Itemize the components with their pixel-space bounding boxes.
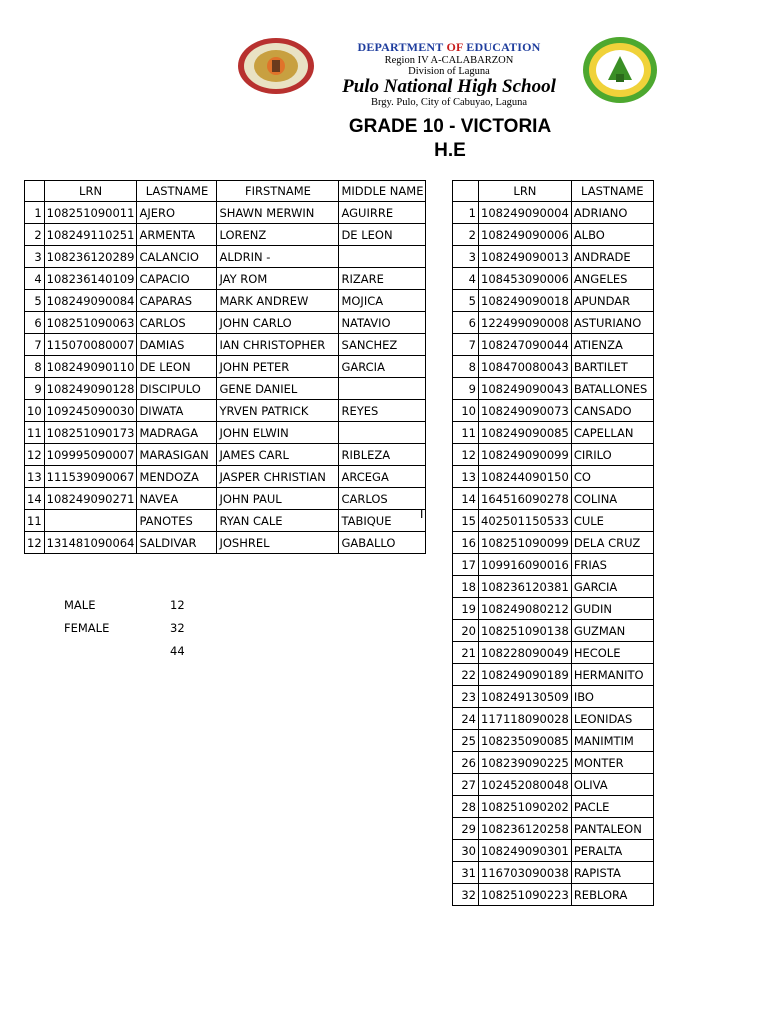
table-cell: 108249090110	[44, 356, 137, 378]
table-cell: 115070080007	[44, 334, 137, 356]
table-cell: SALDIVAR	[137, 532, 217, 554]
table-cell: 8	[453, 356, 479, 378]
table-cell: 16	[453, 532, 479, 554]
table-cell: APUNDAR	[571, 290, 653, 312]
table-cell: 10	[453, 400, 479, 422]
table-cell: PACLE	[571, 796, 653, 818]
table-cell: CANSADO	[571, 400, 653, 422]
page-subtitle: H.E	[434, 140, 466, 161]
school-address: Brgy. Pulo, City of Cabuyao, Laguna	[370, 97, 528, 108]
table-cell: 3	[25, 246, 45, 268]
table-row	[25, 356, 426, 378]
table-row	[453, 642, 654, 664]
table-cell: ASTURIANO	[571, 312, 653, 334]
table-cell: 108251090202	[479, 796, 572, 818]
table-cell: PERALTA	[571, 840, 653, 862]
page-title: GRADE 10 - VICTORIA	[348, 116, 552, 137]
table-cell: ANDRADE	[571, 246, 653, 268]
table-row	[25, 422, 426, 444]
table-cell: 108239090225	[479, 752, 572, 774]
table-cell: RIZARE	[339, 268, 426, 290]
table-cell: JAY ROM	[217, 268, 339, 290]
table-cell: CARLOS	[137, 312, 217, 334]
school-seal-logo	[580, 34, 660, 106]
table-cell: JOHN PETER	[217, 356, 339, 378]
table-cell: CALANCIO	[137, 246, 217, 268]
table-cell: 9	[453, 378, 479, 400]
table-cell: 21	[453, 642, 479, 664]
table-cell: LEONIDAS	[571, 708, 653, 730]
table-cell: 17	[453, 554, 479, 576]
table-cell: 108249090018	[479, 290, 572, 312]
table-cell: ATIENZA	[571, 334, 653, 356]
table-cell: YRVEN PATRICK	[217, 400, 339, 422]
table-cell: 6	[25, 312, 45, 334]
table-cell: NAVEA	[137, 488, 217, 510]
table-row	[453, 444, 654, 466]
table-cell: 19	[453, 598, 479, 620]
table-cell: DISCIPULO	[137, 378, 217, 400]
table-cell: 20	[453, 620, 479, 642]
table-cell: 15	[453, 510, 479, 532]
table-cell: RIBLEZA	[339, 444, 426, 466]
table-row	[25, 466, 426, 488]
table-cell: RYAN CALE	[217, 510, 339, 532]
table-cell: 109995090007	[44, 444, 137, 466]
table-cell: 24	[453, 708, 479, 730]
table-cell: PANOTES	[137, 510, 217, 532]
table-cell: RAPISTA	[571, 862, 653, 884]
table-cell: 108244090150	[479, 466, 572, 488]
table-cell: 131481090064	[44, 532, 137, 554]
table-cell: 108236140109	[44, 268, 137, 290]
table-cell: 12	[25, 532, 45, 554]
table-cell: HERMANITO	[571, 664, 653, 686]
table-cell: 117118090028	[479, 708, 572, 730]
table-cell: 27	[453, 774, 479, 796]
table-cell: 12	[25, 444, 45, 466]
column-header: LASTNAME	[571, 181, 653, 202]
table-cell: 7	[25, 334, 45, 356]
table-cell: CIRILO	[571, 444, 653, 466]
table-cell: 9	[25, 378, 45, 400]
table-cell: MANIMTIM	[571, 730, 653, 752]
table-cell: REBLORA	[571, 884, 653, 906]
table-cell: 108249090084	[44, 290, 137, 312]
table-row	[453, 202, 654, 224]
region-line: Region IV A-CALABARZON	[384, 55, 514, 66]
table-cell: 109245090030	[44, 400, 137, 422]
total-count-row	[64, 644, 214, 667]
table-cell	[339, 422, 426, 444]
column-header: LRN	[44, 181, 137, 202]
table-cell: 108249090099	[479, 444, 572, 466]
table-row	[25, 224, 426, 246]
table-cell: REYES	[339, 400, 426, 422]
table-cell: 108249130509	[479, 686, 572, 708]
table-cell: JOSHREL	[217, 532, 339, 554]
table-cell: COLINA	[571, 488, 653, 510]
table-cell: 4	[25, 268, 45, 290]
table-cell: 18	[453, 576, 479, 598]
table-row	[453, 862, 654, 884]
table-row	[453, 268, 654, 290]
table-cell	[44, 510, 137, 532]
table-cell: ARMENTA	[137, 224, 217, 246]
table-cell: AGUIRRE	[339, 202, 426, 224]
male-roster-table	[24, 180, 426, 554]
table-cell: 11	[25, 510, 45, 532]
table-cell: JOHN CARLO	[217, 312, 339, 334]
table-row	[25, 400, 426, 422]
table-cell: 108251090099	[479, 532, 572, 554]
table-cell: 1	[453, 202, 479, 224]
column-header: FIRSTNAME	[217, 181, 339, 202]
female-count: 32	[170, 621, 185, 635]
table-cell: DE LEON	[137, 356, 217, 378]
table-row	[453, 378, 654, 400]
table-row	[453, 422, 654, 444]
table-cell: 108228090049	[479, 642, 572, 664]
table-cell: PANTALEON	[571, 818, 653, 840]
table-cell: 108249090073	[479, 400, 572, 422]
table-cell: 108251090063	[44, 312, 137, 334]
table-cell: CARLOS	[339, 488, 426, 510]
table-row	[25, 290, 426, 312]
table-cell: 32	[453, 884, 479, 906]
table-cell: MARK ANDREW	[217, 290, 339, 312]
table-cell: 111539090067	[44, 466, 137, 488]
table-row	[453, 532, 654, 554]
table-cell: 7	[453, 334, 479, 356]
male-count: 12	[170, 598, 185, 612]
table-cell: 22	[453, 664, 479, 686]
table-cell: 402501150533	[479, 510, 572, 532]
total-count: 44	[170, 644, 185, 658]
female-count-row	[64, 621, 214, 644]
table-cell: ANGELES	[571, 268, 653, 290]
table-cell: 11	[453, 422, 479, 444]
table-cell: 108251090138	[479, 620, 572, 642]
table-cell: 30	[453, 840, 479, 862]
table-row	[453, 400, 654, 422]
table-cell: 3	[453, 246, 479, 268]
table-row	[453, 290, 654, 312]
table-cell: 6	[453, 312, 479, 334]
table-cell: JAMES CARL	[217, 444, 339, 466]
table-cell: 12	[453, 444, 479, 466]
table-row	[453, 466, 654, 488]
school-name: Pulo National High School	[342, 76, 556, 97]
table-cell: ARCEGA	[339, 466, 426, 488]
table-cell: GABALLO	[339, 532, 426, 554]
table-cell: MONTER	[571, 752, 653, 774]
table-cell: 108249090006	[479, 224, 572, 246]
table-cell: 108251090223	[479, 884, 572, 906]
table-cell: 102452080048	[479, 774, 572, 796]
table-row	[453, 774, 654, 796]
table-row	[453, 312, 654, 334]
table-cell: 5	[453, 290, 479, 312]
table-cell: 108251090173	[44, 422, 137, 444]
table-row	[453, 620, 654, 642]
table-cell: CULE	[571, 510, 653, 532]
table-cell: 122499090008	[479, 312, 572, 334]
table-cell: DE LEON	[339, 224, 426, 246]
table-cell: LORENZ	[217, 224, 339, 246]
table-cell: MARASIGAN	[137, 444, 217, 466]
table-cell: 13	[25, 466, 45, 488]
table-cell: 108235090085	[479, 730, 572, 752]
deped-seal-logo	[236, 36, 316, 96]
table-cell: 2	[453, 224, 479, 246]
table-cell: DAMIAS	[137, 334, 217, 356]
table-cell: 8	[25, 356, 45, 378]
table-cell: GARCIA	[571, 576, 653, 598]
table-cell: 31	[453, 862, 479, 884]
column-header	[453, 181, 479, 202]
table-cell: 108249090128	[44, 378, 137, 400]
table-row	[453, 356, 654, 378]
table-cell: 108249090004	[479, 202, 572, 224]
table-cell: 108470080043	[479, 356, 572, 378]
table-cell: 108249090043	[479, 378, 572, 400]
table-cell: 108247090044	[479, 334, 572, 356]
table-row	[453, 598, 654, 620]
table-row	[25, 312, 426, 334]
table-cell: 108249080212	[479, 598, 572, 620]
table-row	[453, 730, 654, 752]
table-row	[453, 510, 654, 532]
division-line: Division of Laguna	[408, 66, 490, 77]
table-cell: MOJICA	[339, 290, 426, 312]
table-row	[25, 510, 426, 532]
table-row	[453, 884, 654, 906]
table-cell: 26	[453, 752, 479, 774]
table-cell: DELA CRUZ	[571, 532, 653, 554]
table-cell: JOHN ELWIN	[217, 422, 339, 444]
table-row	[453, 224, 654, 246]
table-header-row	[25, 181, 426, 202]
table-cell: BARTILET	[571, 356, 653, 378]
table-row	[453, 818, 654, 840]
table-cell: 2	[25, 224, 45, 246]
table-cell: 108249090271	[44, 488, 137, 510]
table-cell: 11	[25, 422, 45, 444]
table-cell: 108249090301	[479, 840, 572, 862]
column-header: LRN	[479, 181, 572, 202]
table-cell: 10	[25, 400, 45, 422]
table-row	[25, 246, 426, 268]
table-cell: SHAWN MERWIN	[217, 202, 339, 224]
table-row	[453, 488, 654, 510]
table-cell: SANCHEZ	[339, 334, 426, 356]
column-header: MIDDLE NAME	[339, 181, 426, 202]
table-cell: TABIQUE	[339, 510, 426, 532]
table-row	[453, 840, 654, 862]
table-row	[25, 334, 426, 356]
table-cell: JASPER CHRISTIAN	[217, 466, 339, 488]
table-cell: 108236120289	[44, 246, 137, 268]
table-cell: IBO	[571, 686, 653, 708]
table-cell: IAN CHRISTOPHER	[217, 334, 339, 356]
table-cell: 23	[453, 686, 479, 708]
table-cell: MADRAGA	[137, 422, 217, 444]
table-cell: DIWATA	[137, 400, 217, 422]
table-cell: CO	[571, 466, 653, 488]
table-row	[453, 576, 654, 598]
table-cell: ALBO	[571, 224, 653, 246]
table-cell: CAPELLAN	[571, 422, 653, 444]
table-cell: 4	[453, 268, 479, 290]
table-row	[25, 268, 426, 290]
table-row	[25, 532, 426, 554]
gender-summary	[64, 598, 214, 667]
table-row	[453, 246, 654, 268]
male-count-row	[64, 598, 214, 621]
table-cell: ADRIANO	[571, 202, 653, 224]
table-cell: 108249090013	[479, 246, 572, 268]
table-row	[453, 664, 654, 686]
letterhead	[0, 30, 768, 110]
table-row	[453, 752, 654, 774]
table-row	[25, 202, 426, 224]
table-header-row	[453, 181, 654, 202]
table-cell: NATAVIO	[339, 312, 426, 334]
table-cell: CAPACIO	[137, 268, 217, 290]
male-label: MALE	[64, 598, 96, 612]
department-name: DEPARTMENT OF EDUCATION	[357, 40, 541, 54]
table-row	[453, 686, 654, 708]
table-cell: GUDIN	[571, 598, 653, 620]
female-roster-table	[452, 180, 654, 906]
table-cell: 108236120381	[479, 576, 572, 598]
table-cell: 108236120258	[479, 818, 572, 840]
female-label: FEMALE	[64, 621, 110, 635]
table-cell: 29	[453, 818, 479, 840]
table-cell: 164516090278	[479, 488, 572, 510]
table-cell: CAPARAS	[137, 290, 217, 312]
table-cell: GUZMAN	[571, 620, 653, 642]
table-cell: 109916090016	[479, 554, 572, 576]
table-cell: 25	[453, 730, 479, 752]
table-row	[453, 334, 654, 356]
column-header: LASTNAME	[137, 181, 217, 202]
table-row	[453, 708, 654, 730]
table-cell: 116703090038	[479, 862, 572, 884]
table-row	[453, 554, 654, 576]
table-cell: MENDOZA	[137, 466, 217, 488]
table-cell: 108249110251	[44, 224, 137, 246]
column-header	[25, 181, 45, 202]
stray-character: T	[418, 507, 426, 521]
table-cell: 28	[453, 796, 479, 818]
table-cell: 14	[453, 488, 479, 510]
table-cell: 108249090085	[479, 422, 572, 444]
table-cell: HECOLE	[571, 642, 653, 664]
table-row	[25, 444, 426, 466]
table-cell: GARCIA	[339, 356, 426, 378]
table-cell: 108251090011	[44, 202, 137, 224]
table-cell: FRIAS	[571, 554, 653, 576]
table-cell: 13	[453, 466, 479, 488]
table-cell: 5	[25, 290, 45, 312]
table-cell	[339, 246, 426, 268]
table-row	[453, 796, 654, 818]
table-cell: 108249090189	[479, 664, 572, 686]
table-row	[25, 488, 426, 510]
table-cell: GENE DANIEL	[217, 378, 339, 400]
letterhead-text	[320, 40, 578, 108]
table-cell: 1	[25, 202, 45, 224]
table-cell: JOHN PAUL	[217, 488, 339, 510]
table-cell: OLIVA	[571, 774, 653, 796]
table-cell: 14	[25, 488, 45, 510]
table-cell	[339, 378, 426, 400]
table-cell: 108453090006	[479, 268, 572, 290]
table-row	[25, 378, 426, 400]
table-cell: AJERO	[137, 202, 217, 224]
table-cell: ALDRIN -	[217, 246, 339, 268]
table-cell: BATALLONES	[571, 378, 653, 400]
